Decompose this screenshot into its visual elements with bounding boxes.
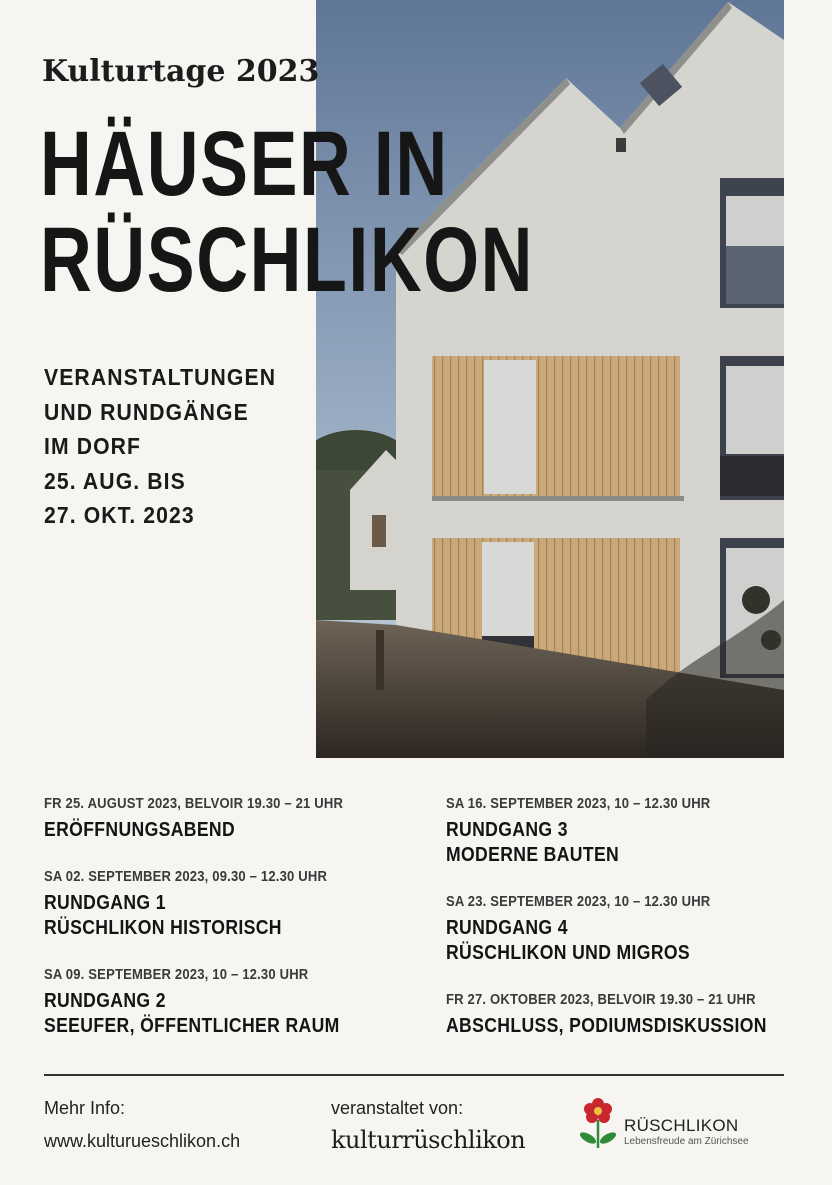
event-title: RUNDGANG 1 [44, 892, 166, 914]
event-date: SA 23. SEPTEMBER 2023, 10 – 12.30 UHR [446, 894, 711, 910]
headline-line-2: RÜSCHLIKON [40, 209, 534, 311]
event-title: RUNDGANG 4 [446, 917, 568, 939]
subhead-line: 27. OKT. 2023 [44, 502, 195, 528]
headline-line-1: HÄUSER IN [40, 113, 449, 215]
event-item [44, 796, 424, 843]
website-link[interactable]: www.kulturueschlikon.ch [44, 1131, 241, 1151]
more-info-label: Mehr Info: [44, 1098, 126, 1118]
event-date: SA 16. SEPTEMBER 2023, 10 – 12.30 UHR [446, 796, 711, 812]
events-column-left [44, 796, 424, 1065]
event-title: RUNDGANG 3 [446, 819, 568, 841]
event-date: FR 27. OKTOBER 2023, BELVOIR 19.30 – 21 UHR [446, 992, 756, 1008]
event-date: SA 02. SEPTEMBER 2023, 09.30 – 12.30 UHR [44, 869, 328, 885]
event-series-title: Kulturtage 2023 [42, 54, 320, 89]
event-date: FR 25. AUGUST 2023, BELVOIR 19.30 – 21 UHR [44, 796, 344, 812]
event-item [446, 992, 826, 1039]
subheadline [44, 360, 276, 533]
main-headline [40, 113, 534, 311]
organizer-label: veranstaltet von: [331, 1098, 464, 1118]
footer-divider [44, 1074, 784, 1076]
municipality-name: RÜSCHLIKON [624, 1116, 739, 1135]
events-column-right [446, 796, 826, 1065]
flower-logo-icon [578, 1098, 626, 1154]
event-subtitle: MODERNE BAUTEN [446, 844, 620, 866]
subhead-line: VERANSTALTUNGEN [44, 364, 277, 390]
event-item [44, 967, 424, 1039]
event-title: RUNDGANG 2 [44, 990, 166, 1012]
event-subtitle: SEEUFER, ÖFFENTLICHER RAUM [44, 1015, 340, 1037]
event-item [44, 869, 424, 941]
event-title: ABSCHLUSS, PODIUMSDISKUSSION [446, 1015, 767, 1037]
subhead-line: 25. AUG. BIS [44, 467, 186, 494]
event-subtitle: RÜSCHLIKON UND MIGROS [446, 942, 691, 964]
subhead-line: IM DORF [44, 433, 142, 459]
event-item [446, 894, 826, 966]
event-subtitle: RÜSCHLIKON HISTORISCH [44, 917, 282, 939]
event-date: SA 09. SEPTEMBER 2023, 10 – 12.30 UHR [44, 967, 309, 983]
organizer-logo: kulturrüschlikon [331, 1126, 526, 1154]
subhead-line: UND RUNDGÄNGE [44, 398, 249, 425]
municipality-slogan: Lebensfreude am Zürichsee [624, 1136, 749, 1147]
event-item [446, 796, 826, 868]
event-title: ERÖFFNUNGSABEND [44, 819, 236, 841]
